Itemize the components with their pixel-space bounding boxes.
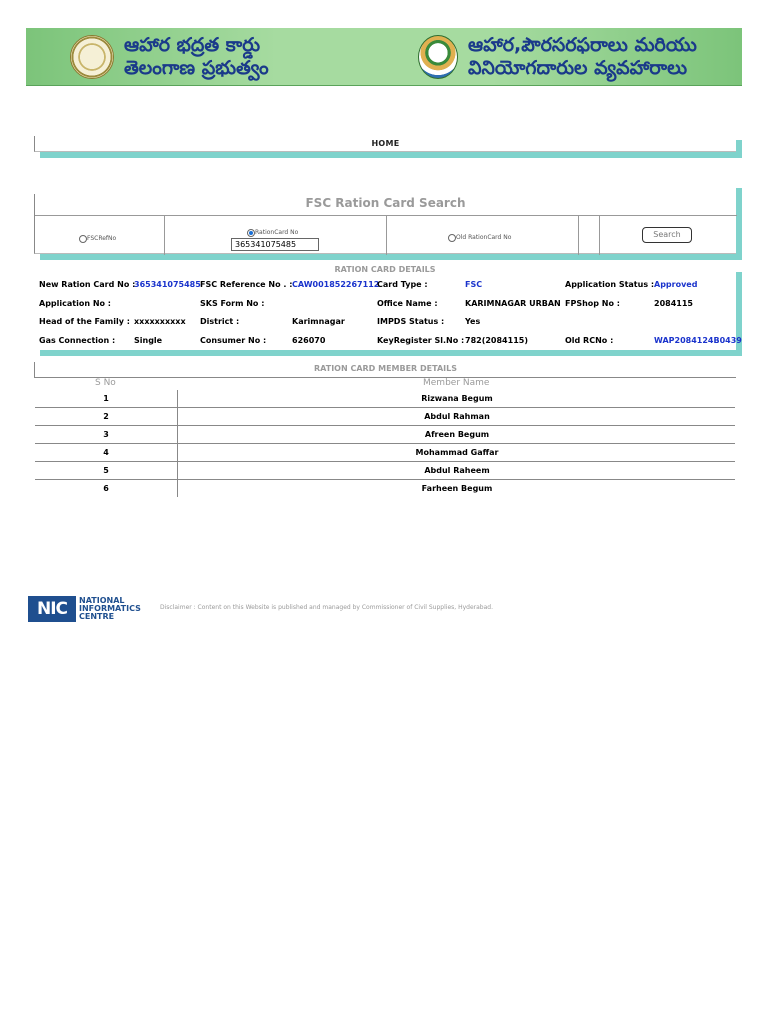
detail-label: SKS Form No : <box>200 299 265 308</box>
detail-label: FPShop No : <box>565 299 620 308</box>
detail-label: IMPDS Status : <box>377 317 445 326</box>
detail-label: Card Type : <box>377 280 428 289</box>
member-name: Afreen Begum <box>424 430 490 439</box>
detail-value: 626070 <box>292 336 326 345</box>
member-name: Farheen Begum <box>421 484 493 493</box>
detail-label: Old RCNo : <box>565 336 614 345</box>
member-sno: 4 <box>35 444 178 461</box>
search-title: FSC Ration Card Search <box>305 196 466 210</box>
banner-left-line1: ఆహార భద్రత కార్డు <box>124 34 261 56</box>
detail-value: WAP2084124B0439 <box>654 336 742 345</box>
header-banner <box>26 28 742 86</box>
detail-value: CAW001852267112 <box>292 280 380 289</box>
member-sno: 3 <box>35 426 178 443</box>
col-name-header: Member Name <box>423 378 490 388</box>
details-title: RATION CARD DETAILS <box>334 265 436 274</box>
detail-label: FSC Reference No . : <box>200 280 293 289</box>
members-title: RATION CARD MEMBER DETAILS <box>314 364 457 373</box>
detail-label: Head of the Family : <box>39 317 130 326</box>
detail-label: Application No : <box>39 299 111 308</box>
detail-value: Single <box>134 336 163 345</box>
detail-value: Yes <box>465 317 481 326</box>
detail-value: Approved <box>654 280 698 289</box>
banner-left-title <box>124 34 269 80</box>
detail-label: District : <box>200 317 240 326</box>
banner-right-title <box>468 34 697 80</box>
telangana-emblem-icon <box>70 35 114 79</box>
nav-shadow <box>40 152 742 158</box>
search-row <box>35 215 737 254</box>
nic-org-name <box>79 597 141 621</box>
table-row <box>35 462 735 480</box>
option-fscrefno-cell <box>35 216 165 255</box>
members-panel <box>34 362 736 378</box>
table-row <box>35 408 735 426</box>
search-button-cell <box>600 216 737 255</box>
detail-value: 365341075485 <box>134 280 201 289</box>
nic-org-line2: INFORMATICS <box>79 604 141 613</box>
detail-label: KeyRegister Sl.No : <box>377 336 465 345</box>
member-name: Abdul Rahman <box>424 412 490 421</box>
detail-value: 782(2084115) <box>465 336 528 345</box>
detail-label: Office Name : <box>377 299 438 308</box>
option-rationcard-cell <box>165 216 387 255</box>
member-sno: 2 <box>35 408 178 425</box>
detail-value: Karimnagar <box>292 317 345 326</box>
rationcard-label: RationCard No <box>255 229 299 236</box>
rationcard-input[interactable]: 365341075485 <box>231 238 319 251</box>
member-name: Abdul Raheem <box>424 466 490 475</box>
old-rationcard-label: Old RationCard No <box>456 234 512 241</box>
table-row <box>35 480 735 498</box>
detail-label: Application Status : <box>565 280 655 289</box>
option-old-rationcard-cell <box>387 216 579 255</box>
table-row <box>35 390 735 408</box>
detail-value: xxxxxxxxxx <box>134 317 186 326</box>
detail-label: Gas Connection : <box>39 336 116 345</box>
fscrefno-label: FSCRefNo <box>87 235 117 242</box>
nic-org-line3: CENTRE <box>79 612 115 621</box>
disclaimer-text: Disclaimer : Content on this Website is published and managed by Commissioner of Civil Supplies, Hyderabad. <box>160 604 493 611</box>
table-row <box>35 444 735 462</box>
col-sno-header: S No <box>95 378 116 388</box>
nic-org-line1: NATIONAL <box>79 596 125 605</box>
detail-value: 2084115 <box>654 299 693 308</box>
table-row <box>35 426 735 444</box>
nic-logo: NIC <box>28 596 76 622</box>
detail-label: New Ration Card No : <box>39 280 136 289</box>
detail-label: Consumer No : <box>200 336 267 345</box>
details-shadow <box>40 350 742 356</box>
rationcard-radio[interactable] <box>247 229 255 237</box>
old-rationcard-radio[interactable] <box>448 234 456 242</box>
member-name: Rizwana Begum <box>421 394 493 403</box>
fscrefno-radio[interactable] <box>79 235 87 243</box>
banner-right-line2: వినియోగదారుల వ్యవహారాలు <box>468 57 688 79</box>
civil-supplies-emblem-icon <box>418 35 458 79</box>
detail-value: FSC <box>465 280 483 289</box>
nav-bar <box>34 136 736 152</box>
banner-right-line1: ఆహార,పౌరసరఫరాలు మరియు <box>468 34 697 56</box>
member-sno: 1 <box>35 390 178 407</box>
search-button[interactable]: Search <box>642 227 692 243</box>
home-link[interactable]: HOME <box>371 139 400 148</box>
detail-value: KARIMNAGAR URBAN <box>465 299 561 308</box>
search-panel <box>34 194 736 254</box>
member-sno: 6 <box>35 480 178 497</box>
member-name: Mohammad Gaffar <box>415 448 499 457</box>
banner-left-line2: తెలంగాణ ప్రభుత్వం <box>124 57 269 79</box>
member-sno: 5 <box>35 462 178 479</box>
spacer-cell <box>579 216 600 255</box>
